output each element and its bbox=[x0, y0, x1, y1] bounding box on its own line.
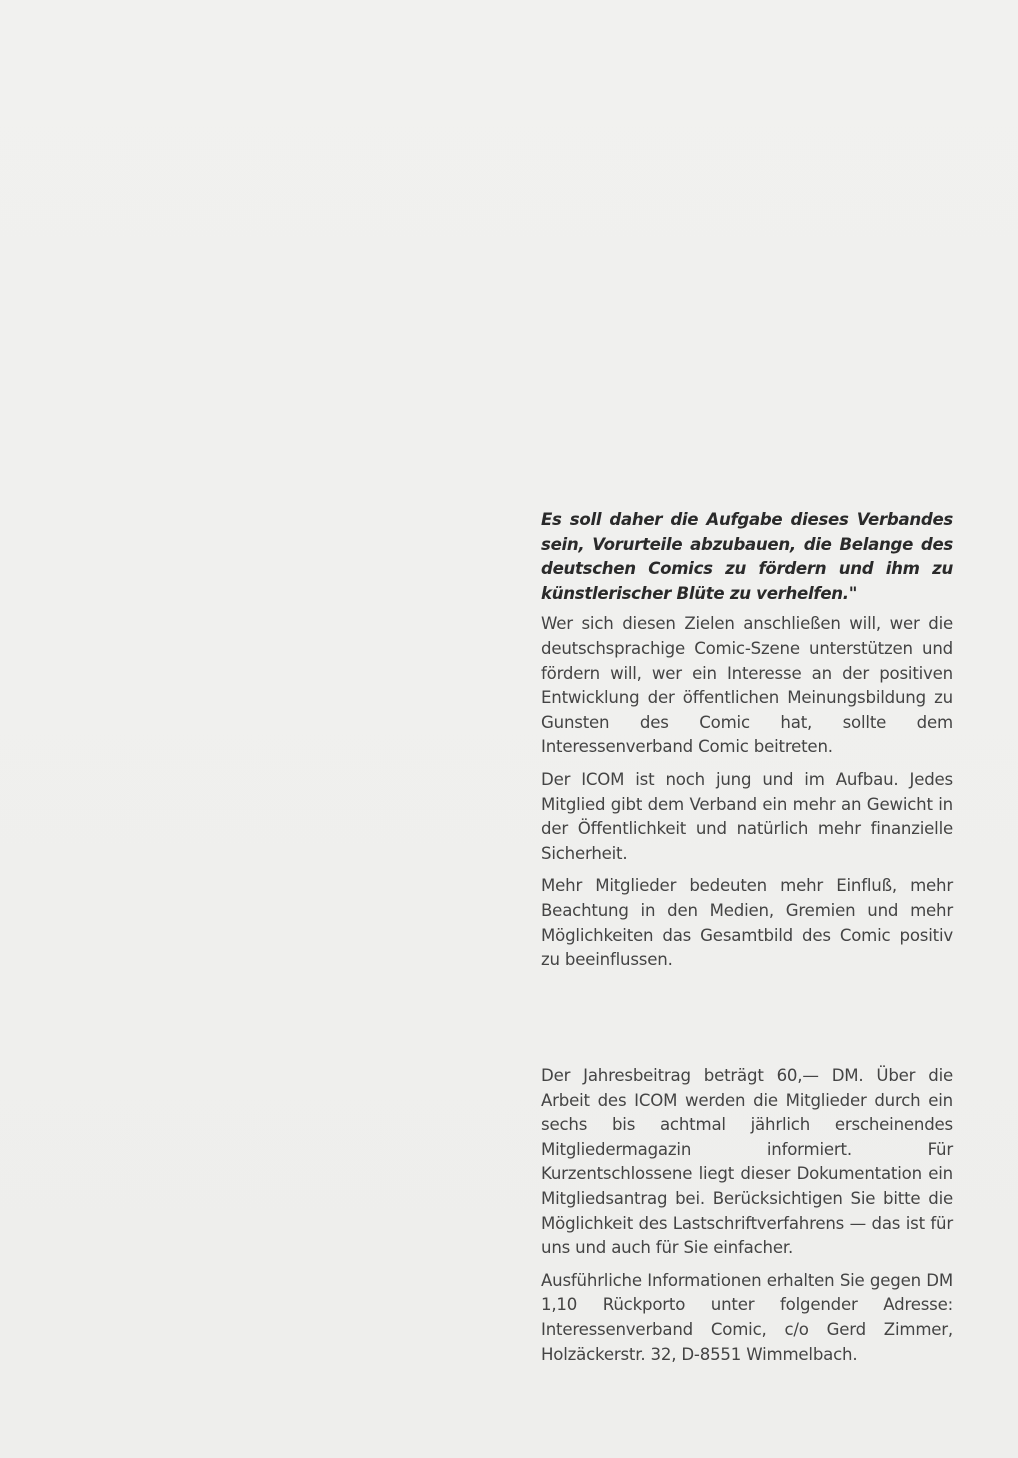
contact-address-paragraph: Ausführliche Informationen erhalten Sie gegen DM 1,10 Rückporto unter folgender Adresse: Interessenverband Comic, c/o Gerd Zimmer, Holzäckerstr. 32, D-8551 Wimmelbach. bbox=[541, 1270, 953, 1364]
quote-paragraph: Es soll daher die Aufgabe dieses Verbandes sein, Vorurteile abzubauen, die Belange des deutschen Comics zu fördern und ihm zu künstlerischer Blüte zu verhelfen." bbox=[541, 510, 953, 603]
body-paragraph: Wer sich diesen Zielen anschließen will, wer die deutschsprachige Comic-Szene unterstützen und fördern will, wer ein Interesse an der positiven Entwicklung der öffentlichen Meinungsbildung zu Gunsten des Comic hat, sollte dem Interessenverband Comic beitreten. bbox=[541, 614, 953, 757]
membership-fee-paragraph: Der Jahresbeitrag beträgt 60,— DM. Über die Arbeit des ICOM werden die Mitglieder durch ein sechs bis achtmal jährlich erscheinendes Mitgliedermagazin informiert. Für Kurzentschlossene liegt dieser Dokumentation ein Mitgliedsantrag bei. Berücksichtigen Sie bitte die Möglichkeit des Lastschriftverfahrens — das ist für uns und auch für Sie einfacher. bbox=[541, 1066, 953, 1258]
text-block-membership-appeal bbox=[541, 508, 953, 981]
body-paragraph: Mehr Mitglieder bedeuten mehr Einfluß, mehr Beachtung in den Medien, Gremien und mehr Möglichkeiten das Gesamtbild des Comic positiv zu beeinflussen. bbox=[541, 876, 953, 970]
body-paragraph: Der ICOM ist noch jung und im Aufbau. Jedes Mitglied gibt dem Verband ein mehr an Gewicht in der Öffentlichkeit und natürlich mehr finanzielle Sicherheit. bbox=[541, 769, 953, 863]
text-block-membership-info bbox=[541, 1064, 953, 1375]
